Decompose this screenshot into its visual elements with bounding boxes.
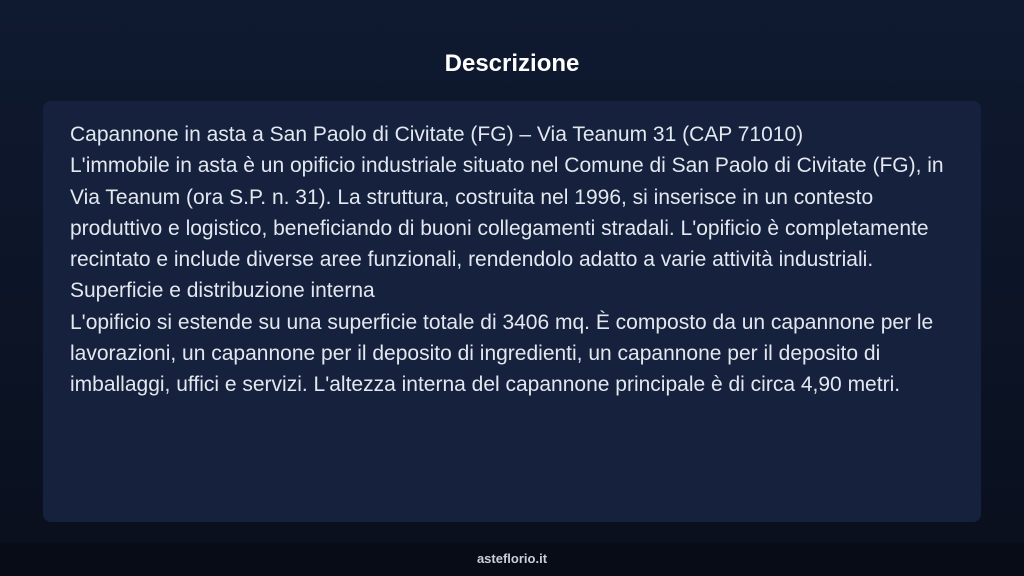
page-title: Descrizione — [444, 50, 580, 77]
footer-bar — [0, 543, 1024, 576]
description-card — [43, 101, 981, 522]
description-heading-line: Capannone in asta a San Paolo di Civitate (FG) – Via Teanum 31 (CAP 71010) — [70, 123, 804, 146]
description-paragraph: L'opificio si estende su una superficie totale di 3406 mq. È composto da un capannone per le lavorazioni, un capannone per il deposito di ingredienti, un capannone per il deposito di imballaggi, uffici e servizi. L'altezza interna del capannone principale è di circa 4,90 metri. — [70, 310, 934, 397]
footer-brand-link[interactable]: asteflorio.it — [476, 551, 548, 566]
description-paragraph: L'immobile in asta è un opificio industriale situato nel Comune di San Paolo di Civitate (FG), in Via Teanum (ora S.P. n. 31). La struttura, costruita nel 1996, si inserisce in un contesto produttivo e logistico, beneficiando di buoni collegamenti stradali. L'opificio è completamente recintato e include diverse aree funzionali, rendendolo adatto a varie attività industriali. Superficie e distribuzione interna — [70, 154, 944, 303]
